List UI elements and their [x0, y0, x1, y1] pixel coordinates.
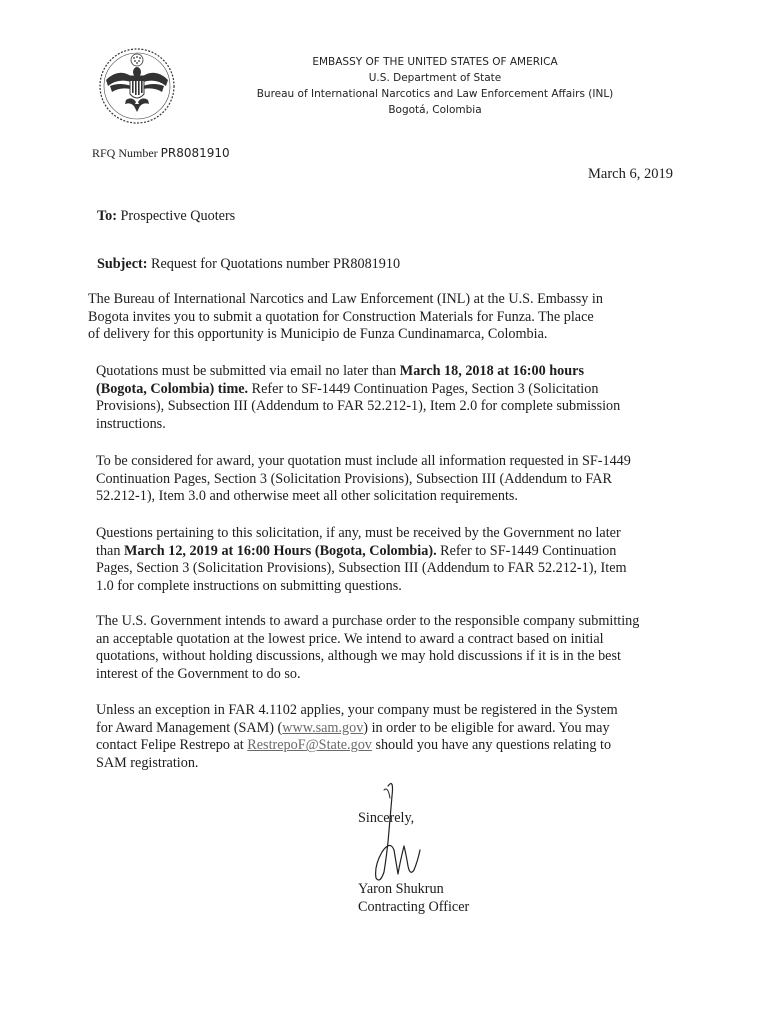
closing-salutation: Sincerely, — [358, 810, 415, 826]
text-line — [96, 737, 618, 755]
text-line: The U.S. Government intends to award a purchase order to the responsible company submitting — [96, 613, 640, 629]
paragraph-deadline — [96, 363, 620, 433]
text-line: SAM registration. — [96, 754, 199, 771]
text-line: of delivery for this opportunity is Municipio de Funza Cundinamarca, Colombia. — [88, 326, 548, 343]
text-run: ) in order to be eligible for award. You may — [363, 719, 610, 736]
sam-gov-link[interactable]: www.sam.gov — [282, 719, 364, 736]
paragraph-award-requirements — [96, 453, 631, 506]
text-line: 52.212-1), Item 3.0 and otherwise meet all other solicitation requirements. — [96, 488, 518, 505]
text-line: 1.0 for complete instructions on submitting questions. — [96, 577, 402, 594]
paragraph-award-intent — [96, 613, 639, 683]
text-line — [96, 543, 627, 561]
paragraph-questions — [96, 525, 627, 595]
text-line: instructions. — [96, 415, 166, 432]
deadline-time: (Bogota, Colombia) time. — [96, 380, 249, 397]
text-line: Pages, Section 3 (Solicitation Provisions), Subsection III (Addendum to FAR 52.212-1), Item — [96, 560, 627, 577]
signer-title: Contracting Officer — [358, 899, 470, 915]
letterhead-department: U.S. Department of State — [368, 72, 502, 84]
text-run: Refer to SF-1449 Continuation Pages, Section 3 (Solicitation — [248, 380, 599, 397]
text-run: contact Felipe Restrepo at — [96, 737, 248, 754]
paragraph-intro — [88, 291, 603, 344]
questions-deadline: March 12, 2019 at 16:00 Hours (Bogota, Colombia). — [123, 542, 437, 559]
text-run: should you have any questions relating to — [371, 737, 612, 754]
text-line: Questions pertaining to this solicitation, if any, must be received by the Government no later — [96, 525, 621, 541]
signer-block — [358, 880, 469, 916]
rfq-number — [92, 146, 230, 161]
recipient-value: Prospective Quoters — [120, 208, 236, 224]
text-line: quotations, without holding discussions, although we may hold discussions if it is in the best — [96, 648, 621, 665]
subject-line — [97, 256, 400, 273]
text-line — [96, 381, 620, 399]
text-line: The Bureau of International Narcotics and Law Enforcement (INL) at the U.S. Embassy in — [88, 291, 603, 307]
letterhead-embassy: EMBASSY OF THE UNITED STATES OF AMERICA — [312, 56, 558, 68]
letterhead — [220, 54, 650, 118]
recipient-line — [97, 208, 235, 225]
text-run: Quotations must be submitted via email no later than — [96, 363, 400, 379]
text-line: Unless an exception in FAR 4.1102 applies, your company must be registered in the System — [96, 702, 618, 718]
subject-label: Subject: — [97, 256, 148, 272]
letterhead-location: Bogotá, Colombia — [388, 104, 482, 116]
paragraph-sam-registration — [96, 702, 618, 772]
contact-email-link[interactable]: RestrepoF@State.gov — [247, 737, 372, 754]
text-line — [96, 720, 618, 738]
recipient-label: To: — [97, 208, 117, 224]
signer-name: Yaron Shukrun — [358, 881, 444, 897]
text-line — [96, 363, 620, 381]
letter-date: March 6, 2019 — [588, 166, 673, 182]
text-run: than — [96, 542, 124, 559]
text-line: To be considered for award, your quotation must include all information requested in SF-1449 — [96, 453, 631, 469]
subject-value: Request for Quotations number PR8081910 — [151, 256, 401, 272]
text-line: Continuation Pages, Section 3 (Solicitation Provisions), Subsection III (Addendum to FAR — [96, 470, 612, 487]
rfq-value: PR8081910 — [160, 146, 230, 160]
text-line: Provisions), Subsection III (Addendum to FAR 52.212-1), Item 2.0 for complete submission — [96, 398, 621, 415]
text-line: interest of the Government to do so. — [96, 665, 301, 682]
great-seal-icon — [98, 46, 176, 126]
letterhead-bureau: Bureau of International Narcotics and Law Enforcement Affairs (INL) — [256, 88, 614, 100]
rfq-label: RFQ Number — [92, 146, 158, 160]
deadline-date: March 18, 2018 at 16:00 hours — [399, 363, 584, 379]
text-run: for Award Management (SAM) ( — [96, 719, 283, 736]
text-line: Bogota invites you to submit a quotation for Construction Materials for Funza. The place — [88, 308, 594, 325]
text-line: an acceptable quotation at the lowest price. We intend to award a contract based on initial — [96, 630, 604, 647]
text-run: Refer to SF-1449 Continuation — [436, 542, 617, 559]
